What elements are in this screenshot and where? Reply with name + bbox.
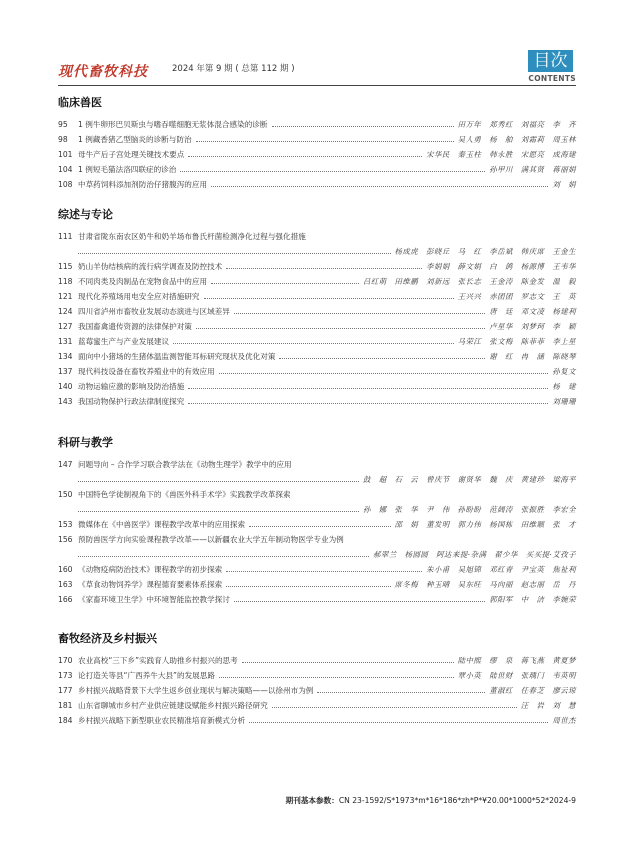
entry-authors: 杨成虎 彭晓丘 马 红 李岳斌 韩庆席 王金生 <box>394 247 576 256</box>
leader-dots <box>196 141 454 142</box>
toc-entry[interactable] <box>58 394 576 409</box>
entry-title: 乡村振兴战略下新型职业农民精准培育新模式分析 <box>78 716 246 725</box>
contents-badge: 目次 <box>528 50 573 72</box>
entry-page-number: 143 <box>58 397 73 406</box>
entry-page-number: 181 <box>58 701 73 710</box>
entry-authors: 陆中熙 缪 泉 蒋飞燕 黄夏梦 <box>457 656 576 665</box>
journal-parameters <box>286 795 576 806</box>
entry-title: 中草药饲料添加剂防治仔猪腹泻的应用 <box>78 180 208 189</box>
entry-page-number: 137 <box>58 367 73 376</box>
entry-authors: 鼓 超 石 云 曾庆节 谢贤华 魏 庆 黄建珍 梁海平 <box>362 475 576 484</box>
entry-authors: 郝翠兰 杨圆圆 阿达来提·杂满 翟少华 买买提·艾孜子 <box>373 550 576 559</box>
entry-authors: 董淑红 任春芝 廖云琼 <box>489 686 576 695</box>
entry-page-number: 115 <box>58 262 73 271</box>
section <box>58 208 576 409</box>
entry-authors: 田万年 郑秀红 刘福亮 李 齐 <box>457 120 576 129</box>
entry-page-number: 118 <box>58 277 73 286</box>
leader-dots <box>234 313 485 314</box>
entry-title: 四川省泸州市畜牧业发展动态演进与区域差异 <box>78 307 230 316</box>
leader-dots <box>196 328 485 329</box>
leader-dots <box>249 722 548 723</box>
entry-page-number: 160 <box>58 565 73 574</box>
toc-entry[interactable] <box>58 713 576 728</box>
leader-dots <box>173 343 454 344</box>
entry-page-number: 150 <box>58 490 73 499</box>
entry-authors: 覃小英 陆世财 张瑀门 韦英明 <box>457 671 576 680</box>
entry-page-number: 98 <box>58 135 68 144</box>
leader-dots <box>226 586 390 587</box>
toc-entry[interactable] <box>58 698 576 713</box>
leader-dots <box>219 373 549 374</box>
entry-page-number: 108 <box>58 180 73 189</box>
toc-entry[interactable] <box>58 592 576 607</box>
toc-entry[interactable] <box>58 683 576 698</box>
leader-dots <box>204 298 454 299</box>
entry-page-number: 95 <box>58 120 68 129</box>
entry-title: 面向中小猪场的生猪体温监测智能耳标研究现状及优化对策 <box>78 352 276 361</box>
toc-entry[interactable] <box>58 177 576 192</box>
entry-page-number: 170 <box>58 656 73 665</box>
leader-dots <box>317 692 485 693</box>
toc-entry[interactable] <box>58 289 576 304</box>
toc-entry[interactable] <box>58 349 576 364</box>
leader-dots <box>78 556 369 557</box>
entry-authors: 孙甲川 满其贤 蒋丽娟 <box>489 165 576 174</box>
leader-dots <box>188 156 422 157</box>
toc-entry[interactable] <box>58 274 576 289</box>
toc-entry[interactable] <box>58 132 576 147</box>
entry-authors: 马荣江 张文梅 陈菲菲 李上星 <box>457 337 576 346</box>
entry-page-number: 177 <box>58 686 73 695</box>
entry-authors: 孙 娜 张 华 尹 伟 孙盼盼 范阔涛 张振胜 李宏全 <box>362 505 576 514</box>
entry-title: 我国畜禽遗传资源的法律保护对策 <box>78 322 192 331</box>
leader-dots <box>78 511 359 512</box>
parameters-value: CN 23-1592/S*1973*m*16*186*zh*P*¥20.00*1000*52*2024-9 <box>338 796 576 805</box>
leader-dots <box>226 571 422 572</box>
toc-entry[interactable] <box>58 562 576 577</box>
entry-authors: 周世杰 <box>552 716 576 725</box>
entry-title: 甘肃省陇东南农区奶牛和奶羊场布鲁氏杆菌检测净化过程与强化措施 <box>78 232 306 241</box>
issue-info: 2024 年第 9 期 ( 总第 112 期 ) <box>172 64 295 74</box>
toc-entry[interactable] <box>58 487 576 517</box>
entry-page-number: 127 <box>58 322 73 331</box>
entry-authors: 宋华民 秦玉柱 韩永胜 宋愿亮 成海建 <box>426 150 576 159</box>
leader-dots <box>211 283 359 284</box>
entry-page-number: 153 <box>58 520 73 529</box>
section-title: 畜牧经济及乡村振兴 <box>58 632 157 645</box>
section <box>58 436 576 607</box>
header-divider <box>58 85 576 86</box>
entry-authors: 席冬梅 种玉晴 吴东旺 马向丽 赵志丽 岳 丹 <box>394 580 576 589</box>
leader-dots <box>188 403 548 404</box>
leader-dots <box>78 253 391 254</box>
leader-dots <box>219 677 454 678</box>
entry-page-number: 173 <box>58 671 73 680</box>
entry-title: 预防兽医学方向实验课程教学改革——以新疆农业大学五年制动物医学专业为例 <box>78 535 344 544</box>
journal-logo: 现代畜牧科技 <box>58 64 148 80</box>
toc-entry[interactable] <box>58 364 576 379</box>
entry-page-number: 147 <box>58 460 73 469</box>
toc-entry[interactable] <box>58 229 576 259</box>
leader-dots <box>180 171 485 172</box>
toc-entry[interactable] <box>58 379 576 394</box>
entry-title: 1 例牛卵形巴贝斯虫与嗜吞噬细胞无浆体混合感染的诊断 <box>78 120 268 129</box>
entry-authors: 吕红萌 田维鹏 刘新远 张长志 王金涛 陈金发 温 毅 <box>362 277 576 286</box>
entry-title: 微媒体在《中兽医学》课程教学改革中的应用探索 <box>78 520 246 529</box>
entry-authors: 刘珊珊 <box>552 397 576 406</box>
leader-dots <box>188 388 548 389</box>
entry-authors: 朱小甫 吴旭锦 邓红青 尹宝英 焦祉利 <box>426 565 576 574</box>
entry-title: 《草食动物饲养学》课程德育要素体系探索 <box>78 580 223 589</box>
leader-dots <box>78 481 359 482</box>
entry-authors: 汪 岩 刘 慧 <box>520 701 576 710</box>
leader-dots <box>234 601 485 602</box>
entry-title: 母牛产后子宫处理关键技术要点 <box>78 150 185 159</box>
entry-authors: 孙复文 <box>552 367 576 376</box>
leader-dots <box>272 707 517 708</box>
entry-title: 《家畜环境卫生学》中环境智能监控教学探讨 <box>78 595 230 604</box>
entry-title: 1 例短毛猫法洛四联症的诊治 <box>78 165 177 174</box>
entry-title: 问题导向 – 合作学习联合教学法在《动物生理学》教学中的应用 <box>78 460 292 469</box>
entry-page-number: 104 <box>58 165 73 174</box>
entry-page-number: 140 <box>58 382 73 391</box>
toc-entry[interactable] <box>58 162 576 177</box>
entry-title: 现代科技设备在畜牧养殖业中的有效应用 <box>78 367 215 376</box>
parameters-label: 期刊基本参数： <box>285 796 339 805</box>
toc-entry[interactable] <box>58 319 576 334</box>
contents-label: CONTENTS <box>528 74 576 83</box>
section-title: 科研与教学 <box>58 436 113 449</box>
entry-page-number: 156 <box>58 535 73 544</box>
entry-page-number: 184 <box>58 716 73 725</box>
entry-authors: 李娟娟 薛文娟 白 鸽 杨源博 王韦华 <box>426 262 576 271</box>
entry-title: 不同肉类及肉制品在宠物食品中的应用 <box>78 277 208 286</box>
section <box>58 632 576 728</box>
entry-title: 中国特色学徒制视角下的《兽医外科手术学》实践教学改革探索 <box>78 490 291 499</box>
section-title: 综述与专论 <box>58 208 113 221</box>
entry-page-number: 134 <box>58 352 73 361</box>
entry-page-number: 163 <box>58 580 73 589</box>
entry-authors: 谢 红 冉 涵 陈晓琴 <box>489 352 576 361</box>
entry-authors: 郭阳军 中 洁 李婉荣 <box>489 595 576 604</box>
leader-dots <box>242 662 454 663</box>
entry-title: 动物运输应激的影响及防治措施 <box>78 382 185 391</box>
toc-entry[interactable] <box>58 259 576 274</box>
entry-title: 奶山羊伪结核病的流行病学调查及防控技术 <box>78 262 223 271</box>
toc-entry[interactable] <box>58 457 576 487</box>
leader-dots <box>272 126 454 127</box>
entry-page-number: 111 <box>58 232 73 241</box>
leader-dots <box>249 526 390 527</box>
entry-page-number: 131 <box>58 337 73 346</box>
toc-entry[interactable] <box>58 668 576 683</box>
entry-title: 论打造关等县“广西养牛大县”的发展思路 <box>78 671 215 680</box>
entry-authors: 王兴兴 赤团团 罗志文 王 英 <box>457 292 576 301</box>
entry-title: 现代化养殖场用电安全应对措施研究 <box>78 292 200 301</box>
entry-page-number: 166 <box>58 595 73 604</box>
section <box>58 96 576 192</box>
entry-page-number: 101 <box>58 150 73 159</box>
toc-entry[interactable] <box>58 653 576 668</box>
entry-title: 《动物疫病防治技术》课程教学的初步探索 <box>78 565 223 574</box>
toc-entry[interactable] <box>58 117 576 132</box>
entry-page-number: 124 <box>58 307 73 316</box>
toc-entry[interactable] <box>58 304 576 319</box>
entry-page-number: 121 <box>58 292 73 301</box>
toc-entry[interactable] <box>58 334 576 349</box>
entry-authors: 卢星华 刘梦珂 李 颖 <box>489 322 576 331</box>
entry-title: 蓝莓蜜生产与产业发展建议 <box>78 337 170 346</box>
entry-authors: 杨 建 <box>552 382 576 391</box>
entry-authors: 邵 娟 董发明 郭力伟 杨国栋 田维顺 张 才 <box>394 520 576 529</box>
toc-entry[interactable] <box>58 517 576 532</box>
entry-title: 农业高校“三下乡”实践育人助推乡村振兴的思考 <box>78 656 238 665</box>
entry-authors: 唐 廷 邓文凌 杨建利 <box>489 307 576 316</box>
entry-authors: 吴人勇 杨 舶 刘霜莉 周玉林 <box>457 135 576 144</box>
section-title: 临床兽医 <box>58 96 102 109</box>
leader-dots <box>211 186 548 187</box>
entry-title: 1 例藏香猪乙型脑炎的诊断与防治 <box>78 135 192 144</box>
entry-title: 我国动物保护行政法律制度探究 <box>78 397 185 406</box>
toc-entry[interactable] <box>58 532 576 562</box>
entry-authors: 刘 娟 <box>552 180 576 189</box>
leader-dots <box>279 358 485 359</box>
entry-title: 乡村振兴战略背景下大学生返乡创业现状与解决策略——以徐州市为例 <box>78 686 314 695</box>
entry-title: 山东省聊城市乡村产业供应链建设赋能乡村振兴路径研究 <box>78 701 268 710</box>
toc-entry[interactable] <box>58 577 576 592</box>
toc-entry[interactable] <box>58 147 576 162</box>
leader-dots <box>226 268 422 269</box>
